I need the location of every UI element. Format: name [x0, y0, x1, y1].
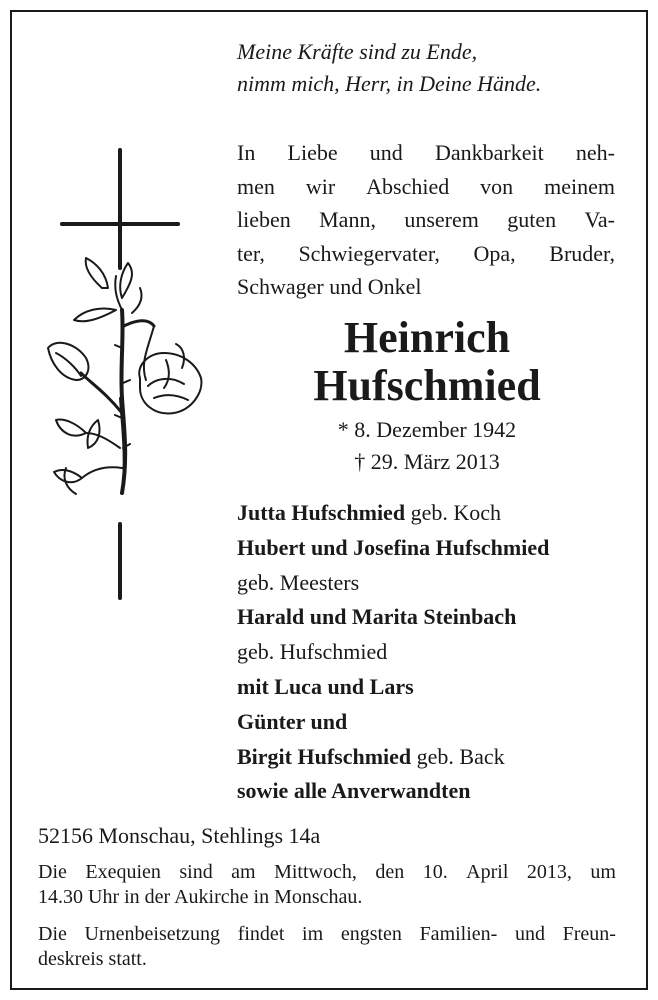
word: meinem — [544, 173, 615, 199]
word: Abschied — [366, 173, 450, 199]
intro-line: Schwager und Onkel — [237, 274, 422, 299]
maiden-name: geb. Koch — [405, 500, 501, 525]
word: April — [466, 861, 509, 883]
word: Die — [38, 861, 67, 883]
word: 2013, — [526, 861, 572, 883]
life-dates — [237, 414, 617, 478]
death-date: † 29. März 2013 — [354, 449, 500, 474]
word: sind — [179, 861, 213, 883]
mourner-line — [237, 600, 549, 635]
mourner-line — [237, 496, 549, 531]
mourner-name: Hubert und Josefina Hufschmied — [237, 534, 550, 560]
word: Mann, — [319, 207, 376, 232]
intro-line — [237, 203, 615, 237]
intro-line — [237, 170, 615, 204]
opening-verse — [237, 36, 541, 100]
word: Familien- — [419, 923, 498, 945]
mourner-line — [237, 774, 549, 809]
mourner-name: Birgit Hufschmied — [237, 743, 412, 769]
urn-line: deskreis statt. — [38, 948, 147, 970]
word: Freun- — [562, 923, 616, 945]
word: men — [237, 173, 275, 199]
service-line: 14.30 Uhr in der Aukirche in Monschau. — [38, 886, 363, 908]
maiden-name: geb. Back — [411, 743, 505, 769]
intro-line — [237, 136, 615, 170]
mourner-line — [237, 531, 549, 566]
word: um — [590, 861, 616, 883]
service-info — [38, 860, 616, 910]
service-line — [38, 860, 616, 885]
mourners-list — [237, 496, 549, 809]
word: ter, — [237, 240, 265, 266]
mourner-line — [237, 740, 549, 775]
verse-line: Meine Kräfte sind zu Ende, — [237, 39, 478, 64]
mourner-name: sowie alle Anverwandten — [237, 778, 471, 804]
word: Exequien — [85, 861, 161, 883]
word: im — [302, 923, 324, 945]
word: findet — [237, 923, 285, 945]
mourner-name: Jutta Hufschmied — [237, 500, 406, 525]
word: am — [231, 861, 256, 883]
word: den — [375, 861, 405, 883]
mourner-name: Harald und Marita Steinbach — [237, 604, 517, 630]
word: Liebe — [287, 140, 338, 165]
intro-line — [237, 237, 615, 271]
word: Mittwoch, — [274, 861, 357, 883]
word: neh- — [575, 140, 615, 165]
word: 10. — [422, 861, 448, 883]
intro-text — [237, 136, 615, 304]
word: engsten — [340, 923, 402, 945]
word: guten — [507, 207, 557, 232]
word: unserem — [404, 207, 479, 232]
word: Opa, — [473, 240, 516, 266]
word: Die — [38, 923, 67, 945]
first-name: Heinrich — [343, 313, 511, 362]
word: von — [480, 173, 514, 199]
word: und — [369, 140, 403, 165]
mourner-name: mit Luca und Lars — [237, 673, 414, 699]
word: Urnenbeisetzung — [84, 923, 221, 945]
word: lieben — [237, 207, 291, 232]
word: Schwiegervater, — [298, 240, 440, 266]
word: und — [514, 923, 545, 945]
word: Va- — [584, 207, 615, 232]
deceased-name — [237, 314, 617, 410]
urn-info — [38, 922, 616, 972]
mourner-line: geb. Hufschmied — [237, 639, 388, 665]
mourner-line — [237, 705, 549, 740]
mourner-name: Günter und — [237, 708, 348, 734]
verse-line: nimm mich, Herr, in Deine Hände. — [237, 71, 542, 96]
mourner-line: geb. Meesters — [237, 569, 360, 595]
word: Dankbarkeit — [434, 140, 544, 165]
cross-with-rose-icon — [36, 148, 211, 600]
word: In — [237, 140, 256, 165]
urn-line — [38, 922, 616, 947]
mourner-line — [237, 670, 549, 705]
last-name: Hufschmied — [313, 361, 541, 410]
birth-date: * 8. Dezember 1942 — [337, 417, 517, 442]
word: Bruder, — [549, 240, 615, 266]
address: 52156 Monschau, Stehlings 14a — [38, 823, 321, 848]
word: wir — [305, 173, 336, 199]
